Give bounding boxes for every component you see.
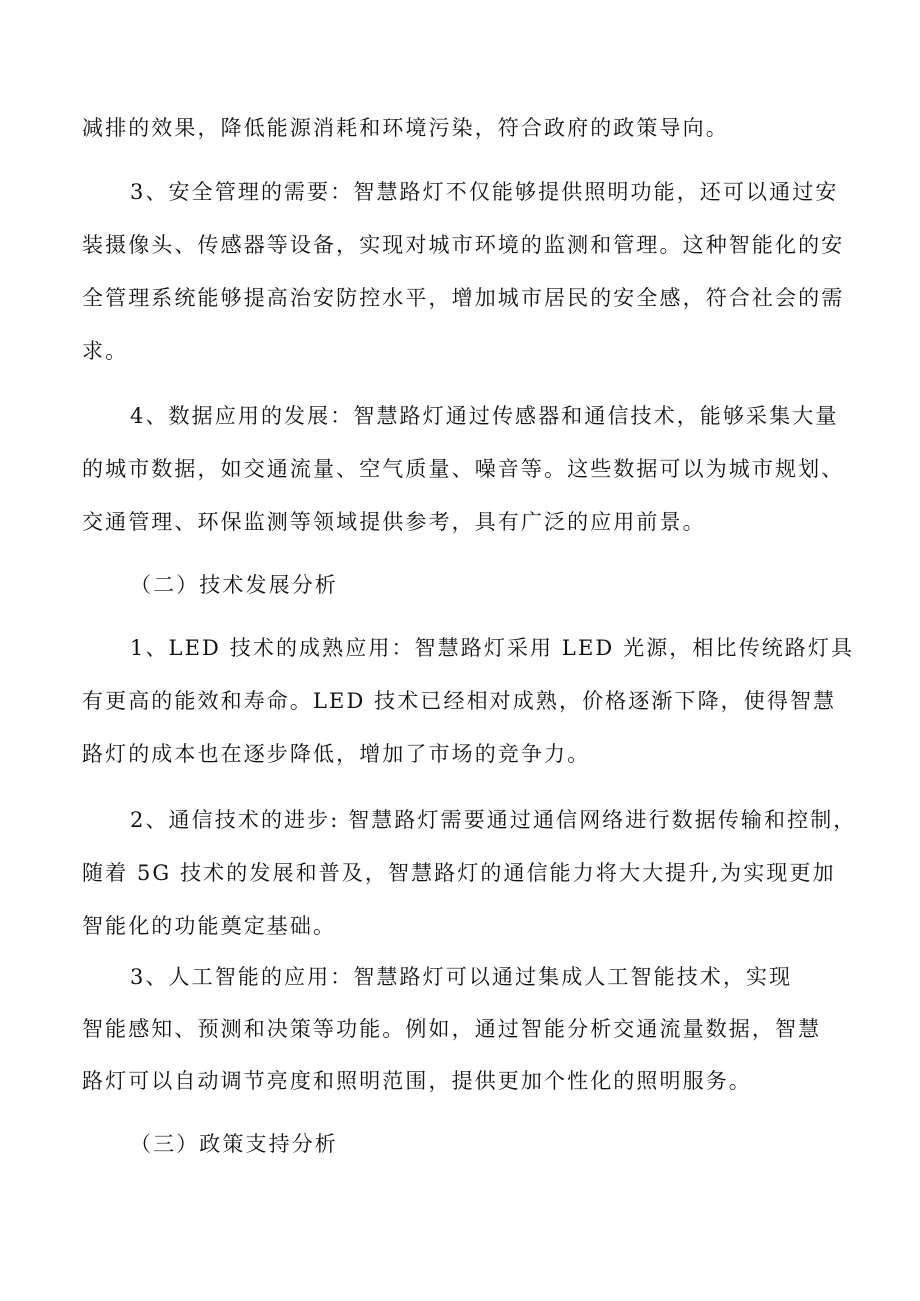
section-heading: （三）政策支持分析 [130, 1132, 338, 1156]
paragraph-line: 3、人工智能的应用：智慧路灯可以通过集成人工智能技术，实现 [130, 965, 793, 989]
section-heading: （二）技术发展分析 [130, 573, 338, 597]
paragraph-line: 有更高的能效和寿命。LED 技术已经相对成熟，价格逐渐下降，使得智慧 [82, 689, 837, 713]
paragraph-line: 路灯可以自动调节亮度和照明范围，提供更加个性化的照明服务。 [82, 1069, 752, 1093]
paragraph-line: 智能感知、预测和决策等功能。例如，通过智能分析交通流量数据，智慧 [82, 1017, 822, 1041]
paragraph-line: 4、数据应用的发展：智慧路灯通过传感器和通信技术，能够采集大量 [130, 404, 839, 428]
paragraph-line: 3、安全管理的需要：智慧路灯不仅能够提供照明功能，还可以通过安 [130, 180, 839, 204]
paragraph-line: 2、通信技术的进步: 智慧路灯需要通过通信网络进行数据传输和控制， [130, 808, 857, 832]
paragraph-line: 装摄像头、传感器等设备，实现对城市环境的监测和管理。这种智能化的安 [82, 233, 845, 257]
paragraph-line: 路灯的成本也在逐步降低，增加了市场的竞争力。 [82, 742, 591, 766]
paragraph-line: 减排的效果，降低能源消耗和环境污染，符合政府的政策导向。 [82, 116, 729, 140]
paragraph-line: 交通管理、环保监测等领域提供参考，具有广泛的应用前景。 [82, 510, 706, 534]
paragraph-line: 求。 [82, 339, 129, 363]
paragraph-line: 1、LED 技术的成熟应用：智慧路灯采用 LED 光源，相比传统路灯具 [130, 636, 855, 660]
paragraph-line: 全管理系统能够提高治安防控水平，增加城市居民的安全感，符合社会的需 [82, 286, 845, 310]
paragraph-line: 的城市数据，如交通流量、空气质量、噪音等。这些数据可以为城市规划、 [82, 457, 845, 481]
paragraph-line: 智能化的功能奠定基础。 [82, 914, 337, 938]
paragraph-line: 随着 5G 技术的发展和普及，智慧路灯的通信能力将大大提升,为实现更加 [82, 861, 836, 885]
